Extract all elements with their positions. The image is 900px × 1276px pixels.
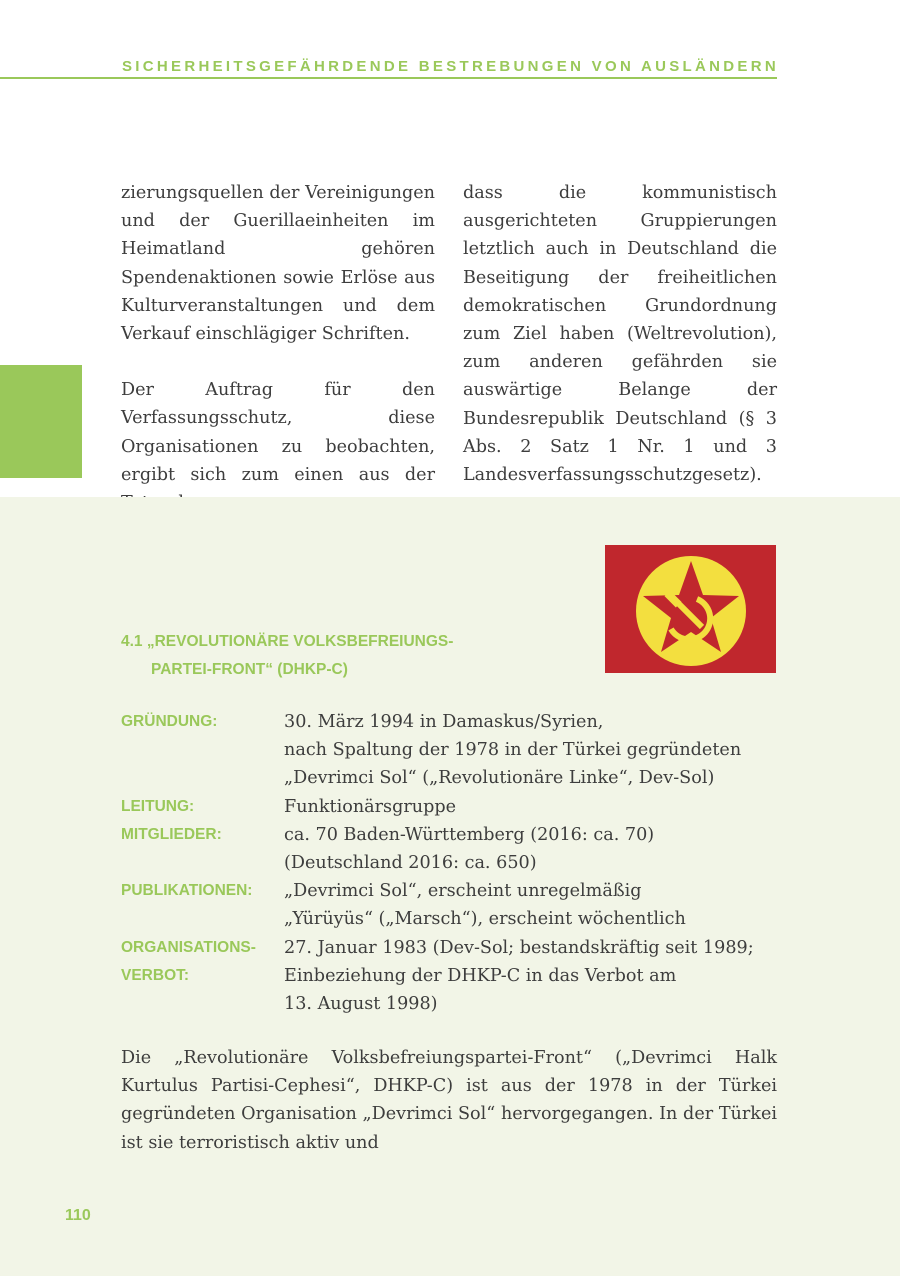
fact-row xyxy=(121,934,781,1019)
fact-label: PUBLIKATIONEN: xyxy=(121,882,253,900)
fact-value xyxy=(284,793,456,821)
fact-label: GRÜNDUNG: xyxy=(121,713,218,730)
fact-value-line: 30. März 1994 in Damaskus/Syrien, xyxy=(284,712,604,732)
fact-value-line: nach Spaltung der 1978 in der Türkei gegründeten xyxy=(284,740,742,761)
fact-value-line: „Devrimci Sol“, erscheint unregelmäßig xyxy=(284,881,642,902)
page-number: 110 xyxy=(65,1207,91,1224)
fact-value-line: (Deutschland 2016: ca. 650) xyxy=(284,853,537,874)
section-heading-line: PARTEI-FRONT“ (DHKP-C) xyxy=(151,661,348,678)
fact-value xyxy=(284,708,741,793)
section-heading-line: 4.1 „REVOLUTIONÄRE VOLKSBEFREIUNGS- xyxy=(121,633,454,650)
paragraph: dass die kommunistisch ausgerichteten Gruppierungen letztlich auch in Deutschland die Beseitigung der freiheitlichen demokratischen Grundordnung zum Ziel haben (Weltrevolution), zum anderen gefährden sie auswärtige Belange der Bundesrepublik Deutschland (§ 3 Abs. 2 Satz 1 Nr. 1 und 3 Landesverfassungsschutzgesetz). xyxy=(463,183,777,486)
fact-label: ORGANISATIONS- VERBOT: xyxy=(121,938,256,984)
fact-value-line: Einbeziehung der DHKP-C in das Verbot am xyxy=(284,965,677,986)
fact-value-line: „Yürüyüs“ („Marsch“), erscheint wöchentlich xyxy=(284,909,686,930)
fact-label: MITGLIEDER: xyxy=(121,825,222,843)
fact-value-line: ca. 70 Baden-Württemberg (2016: ca. 70) xyxy=(284,824,655,845)
fact-value-line: „Devrimci Sol“ („Revolutionäre Linke“, Dev-Sol) xyxy=(284,768,715,789)
fact-value-line: Funktionärsgruppe xyxy=(284,796,457,817)
paragraph: zierungsquellen der Vereinigungen und der Guerillaeinheiten im Heimatland gehören Spendenaktionen sowie Erlöse aus Kulturveranstaltungen und dem Verkauf einschlägiger Schriften. xyxy=(121,183,435,345)
fact-value-line: 27. Januar 1983 (Dev-Sol; bestandskräftig seit 1989; xyxy=(284,937,754,958)
dhkp-c-flag-image xyxy=(605,545,776,673)
text-column-right xyxy=(463,179,777,489)
running-header: SICHERHEITSGEFÄHRDENDE BESTREBUNGEN VON AUSLÄNDERN xyxy=(122,58,779,75)
fact-value-line: 13. August 1998) xyxy=(284,994,438,1015)
side-marker-block xyxy=(0,365,82,478)
paragraph: Der Auftrag für den Verfassungsschutz, diese Organisationen zu beobachten, ergibt sich zum einen aus der xyxy=(121,380,435,485)
fact-row xyxy=(121,708,781,793)
fact-table xyxy=(121,708,781,1018)
fact-value xyxy=(284,877,686,933)
fact-row xyxy=(121,793,781,821)
body-paragraph: Die „Revolutionäre Volksbefreiungspartei-Front“ („Devrimci Halk Kurtulus Partisi-Cephesi“, DHKP-C) ist aus der 1978 in der Türkei gegründeten Organisation „Devrimci Sol“ hervorgegangen. In der Türkei ist sie terroristisch aktiv und xyxy=(121,1048,777,1153)
fact-value xyxy=(284,934,754,1019)
section-heading xyxy=(121,628,453,684)
text-column-left xyxy=(121,179,435,517)
header-rule xyxy=(0,77,777,79)
fact-value xyxy=(284,821,654,877)
fact-row xyxy=(121,877,781,933)
fact-row xyxy=(121,821,781,877)
fact-label: LEITUNG: xyxy=(121,797,195,815)
